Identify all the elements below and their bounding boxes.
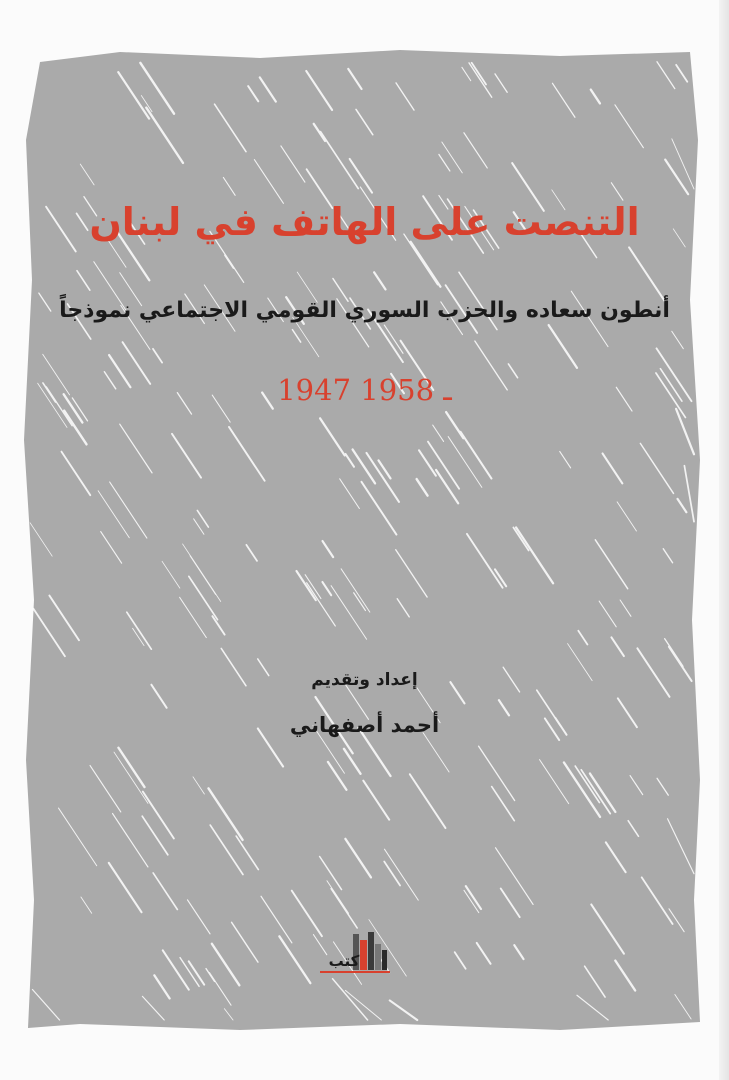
book-title: التنصت على الهاتف في لبنان — [89, 200, 640, 244]
author-name: أحمد أصفهاني — [289, 713, 440, 737]
publisher-name: كتب — [328, 952, 360, 970]
date-range: 1947 ـ 1958 — [277, 373, 452, 407]
publisher-logo — [318, 928, 394, 984]
credit-label: إعداد وتقديم — [311, 670, 418, 690]
book-subtitle: أنطون سعاده والحزب السوري القومي الاجتماعي نموذجاً — [59, 298, 670, 323]
